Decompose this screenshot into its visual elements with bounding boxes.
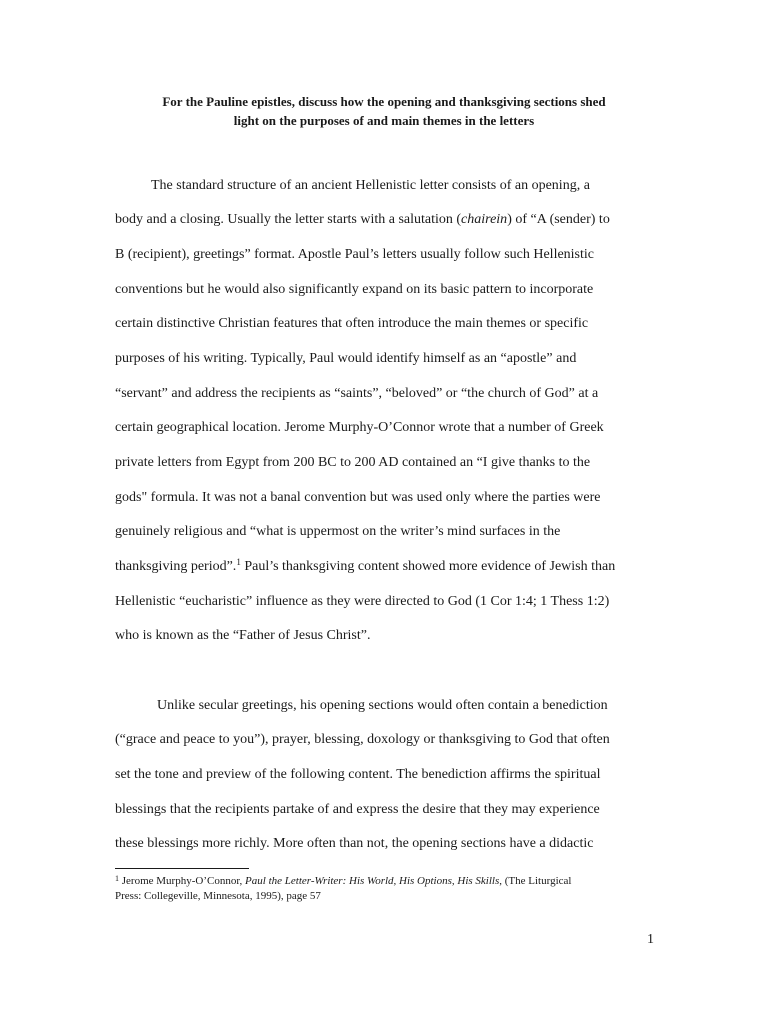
p1-line-1: The standard structure of an ancient Hellenistic letter consists of an opening, a — [151, 178, 590, 193]
footnote-divider — [115, 868, 249, 869]
p2-line-5: these blessings more richly. More often than not, the opening sections have a didactic — [115, 836, 594, 851]
p1-line-12-b: Paul’s thanksgiving content showed more evidence of Jewish than — [240, 559, 616, 574]
footnote-book-title: Paul the Letter-Writer: His World, His Options, His Skills — [245, 875, 500, 887]
title-line-2: light on the purposes of and main themes in the letters — [233, 113, 535, 128]
p1-line-5: certain distinctive Christian features that often introduce the main themes or specific — [115, 316, 589, 331]
p1-line-11: genuinely religious and “what is uppermost on the writer’s mind surfaces in the — [115, 524, 561, 539]
title-line-1: For the Pauline epistles, discuss how the opening and thanksgiving sections shed — [162, 94, 606, 109]
p2-line-2: (“grace and peace to you”), prayer, blessing, doxology or thanksgiving to God that often — [115, 732, 610, 747]
p1-line-7: “servant” and address the recipients as “saints”, “beloved” or “the church of God” at a — [115, 386, 599, 401]
footnote-text-b: , (The Liturgical — [499, 875, 572, 887]
p1-line-2-b: ) of “A (sender) to — [507, 212, 610, 227]
p1-line-13: Hellenistic “eucharistic” influence as they were directed to God (1 Cor 1:4; 1 Thess 1:2) — [115, 594, 610, 609]
footnote-reference[interactable]: 1 — [236, 557, 241, 567]
p1-line-9: private letters from Egypt from 200 BC to 200 AD contained an “I give thanks to the — [115, 455, 591, 470]
p1-line-8: certain geographical location. Jerome Murphy-O’Connor wrote that a number of Greek — [115, 420, 604, 435]
footnote — [115, 874, 655, 904]
footnote-line-2: Press: Collegeville, Minnesota, 1995), page 57 — [115, 890, 321, 902]
p1-line-3: B (recipient), greetings” format. Apostle Paul’s letters usually follow such Hellenistic — [115, 247, 595, 262]
p1-line-12 — [115, 559, 615, 575]
page-title — [110, 92, 658, 130]
footnote-number: 1 — [115, 874, 119, 883]
p2-line-4: blessings that the recipients partake of and express the desire that they may experience — [115, 802, 600, 817]
p1-line-6: purposes of his writing. Typically, Paul would identify himself as an “apostle” and — [115, 351, 577, 366]
page-number: 1 — [647, 932, 654, 947]
p1-line-10: gods" formula. It was not a banal convention but was used only where the parties were — [115, 490, 601, 505]
footnote-line-1 — [115, 874, 655, 889]
p1-line-2 — [115, 212, 610, 228]
p1-line-14: who is known as the “Father of Jesus Christ”. — [115, 628, 371, 643]
p1-line-12-a: thanksgiving period”. — [115, 559, 237, 574]
p2-line-3: set the tone and preview of the following content. The benediction affirms the spiritual — [115, 767, 601, 782]
p1-line-2-a: body and a closing. Usually the letter starts with a salutation ( — [115, 212, 462, 227]
p2-line-1: Unlike secular greetings, his opening sections would often contain a benediction — [157, 698, 608, 713]
footnote-text-a: Jerome Murphy-O’Connor, — [119, 875, 246, 887]
p1-line-2-italic: chairein — [461, 212, 508, 227]
p1-line-4: conventions but he would also significantly expand on its basic pattern to incorporate — [115, 282, 594, 297]
